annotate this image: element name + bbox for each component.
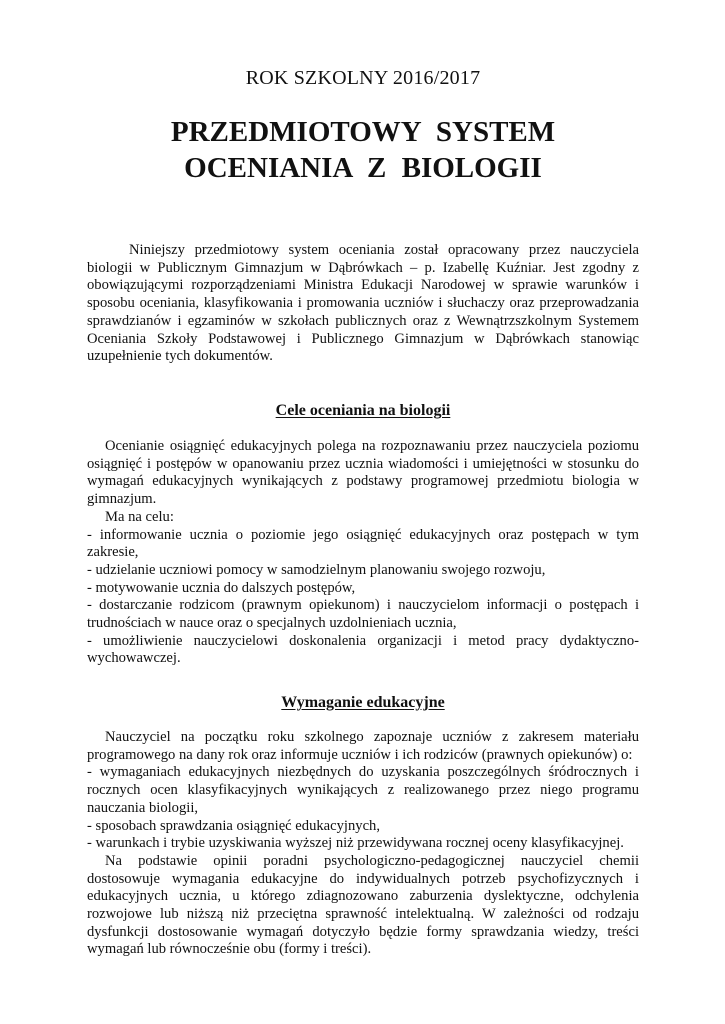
list-item: - wymaganiach edukacyjnych niezbędnych do uzyskania poszczególnych śródrocznych i rocznych ocen klasyfikacyjnych wynikających z realizowanego przez niego programu nauczania biologii, bbox=[87, 764, 639, 816]
requirements-section bbox=[87, 729, 639, 959]
intro-section bbox=[87, 242, 639, 366]
list-item: - warunkach i trybie uzyskiwania wyższej niż przewidywana rocznej oceny klasyfikacyjnej. bbox=[87, 835, 624, 852]
list-item: - informowanie ucznia o poziomie jego osiągnięć edukacyjnych oraz postępach w tym zakresie, bbox=[87, 526, 639, 561]
document-title-line-1: PRZEDMIOTOWY SYSTEM bbox=[170, 116, 556, 148]
requirements-closing-paragraph: Na podstawie opinii poradni psychologiczno-pedagogicznej nauczyciel chemii dostosowuje wymagania edukacyjne do indywidualnych potrzeb psychofizycznych i edukacyjnych ucznia, u którego zdiagnozowano zaburzenia dyslektyczne, odchylenia rozwojowe lub niższą niż przeciętna sprawność intelektualną. W zależności od rodzaju dysfunkcji dostosowanie wymagań dotyczyło będzie formy sprawdzania wiedzy, treści wymagań lub równocześnie obu (formy i treści). bbox=[87, 852, 639, 958]
goals-paragraph: Ocenianie osiągnięć edukacyjnych polega na rozpoznawaniu przez nauczyciela poziomu osiągnięć i postępów w opanowaniu przez ucznia wiadomości i umiejętności w stosunku do wymagań edukacyjnych wynikających z podstawy programowej przedmiotu biologia w gimnazjum. bbox=[87, 438, 639, 508]
document-title bbox=[87, 114, 639, 186]
requirements-paragraph: Nauczyciel na początku roku szkolnego zapoznaje uczniów z zakresem materiału programowego na dany rok oraz informuje uczniów i ich rodziców (prawnych opiekunów) o: bbox=[87, 729, 639, 763]
document-title-line-2: OCENIANIA Z BIOLOGII bbox=[184, 152, 542, 184]
list-item: - umożliwienie nauczycielowi doskonalenia organizacji i metod pracy dydaktyczno-wychowawczej. bbox=[87, 632, 639, 667]
section-heading-goals: Cele oceniania na biologii bbox=[275, 402, 451, 419]
list-item: - motywowanie ucznia do dalszych postępów, bbox=[87, 579, 356, 596]
section-heading-requirements: Wymaganie edukacyjne bbox=[281, 694, 445, 711]
requirements-list bbox=[87, 764, 639, 853]
list-item: - udzielanie uczniowi pomocy w samodzielnym planowaniu swojego rozwoju, bbox=[87, 561, 546, 578]
intro-paragraph: Niniejszy przedmiotowy system oceniania został opracowany przez nauczyciela biologii w Publicznym Gimnazjum w Dąbrówkach – p. Izabellę Kuźniar. Jest zgodny z obowiązującymi rozporządzeniami Ministra Edukacji Narodowej w sprawie warunków i sposobu oceniania, klasyfikowania i promowania uczniów i słuchaczy oraz przeprowadzania sprawdzianów i egzaminów w szkołach publicznych oraz z Wewnątrzszkolnym Systemem Oceniania Szkoły Podstawowej i Publicznego Gimnazjum w Dąbrówkach stanowiąc uzupełnienie tych dokumentów. bbox=[87, 242, 639, 365]
goals-lead: Ma na celu: bbox=[105, 508, 174, 525]
goals-list bbox=[87, 527, 639, 669]
list-item: - sposobach sprawdzania osiągnięć edukacyjnych, bbox=[87, 817, 380, 834]
goals-section bbox=[87, 438, 639, 668]
school-year-heading: ROK SZKOLNY 2016/2017 bbox=[245, 67, 481, 89]
list-item: - dostarczanie rodzicom (prawnym opiekunom) i nauczycielom informacji o postępach i trudnościach w nauce oraz o specjalnych uzdolnieniach ucznia, bbox=[87, 597, 639, 632]
